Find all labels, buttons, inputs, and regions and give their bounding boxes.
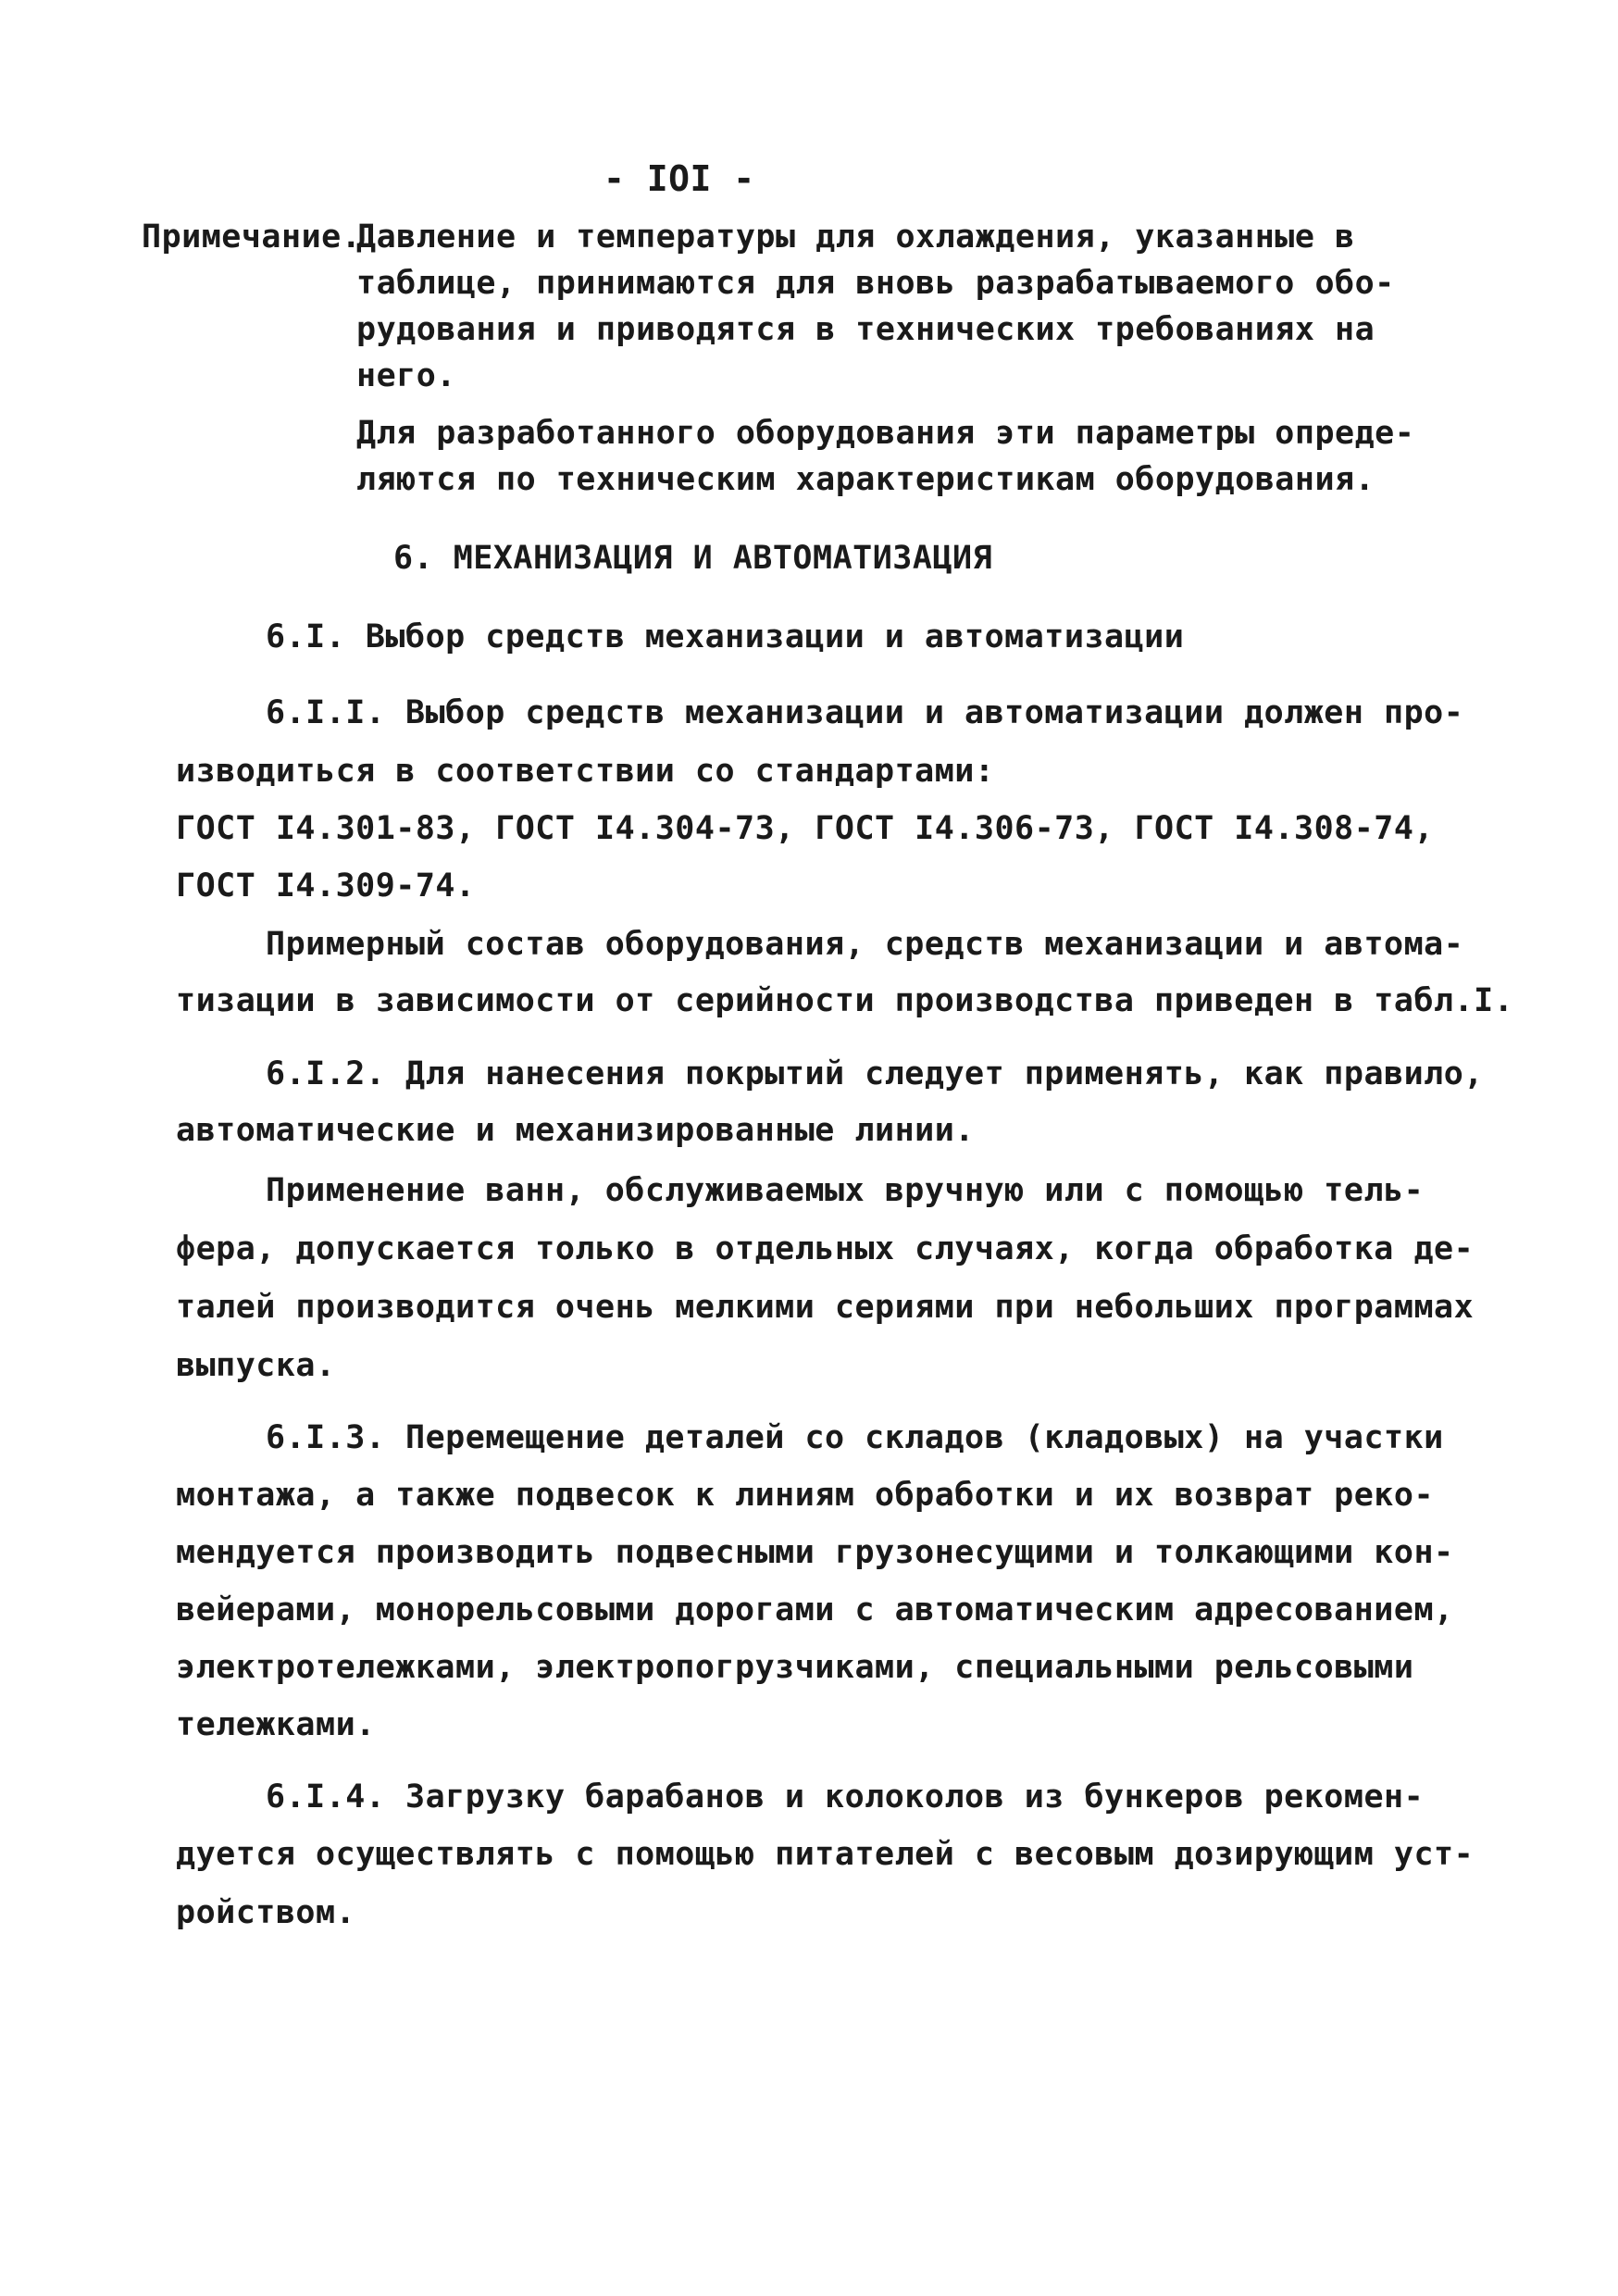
paragraph-line: монтажа, а также подвесок к линиям обработки и их возврат реко-	[176, 1477, 1435, 1514]
paragraph-line: выпуска.	[176, 1347, 336, 1384]
note-label: Примечание.	[142, 218, 362, 256]
paragraph-line: талей производится очень мелкими сериями при небольших программах	[176, 1289, 1475, 1326]
paragraph-line: мендуется производить подвесными грузонесущими и толкающими кон-	[176, 1534, 1454, 1571]
paragraph-line: автоматические и механизированные линии.	[176, 1112, 975, 1149]
paragraph-line: ройством.	[176, 1894, 356, 1931]
note-text-line: Для разработанного оборудования эти параметры опреде-	[356, 415, 1415, 452]
paragraph-line: ГОСТ I4.309-74.	[176, 867, 476, 905]
paragraph-line: 6.I.I. Выбор средств механизации и автоматизации должен про-	[266, 694, 1464, 731]
paragraph-line: дуется осуществлять с помощью питателей с весовым дозирующим уст-	[176, 1836, 1475, 1873]
paragraph-line: 6.I.2. Для нанесения покрытий следует применять, как правило,	[266, 1055, 1484, 1092]
paragraph-line: вейерами, монорельсовыми дорогами с автоматическим адресованием,	[176, 1591, 1454, 1628]
paragraph-line: Применение ванн, обслуживаемых вручную или с помощью тель-	[266, 1172, 1425, 1209]
note-text-line: него.	[356, 357, 456, 394]
paragraph-line: электротележками, электропогрузчиками, специальными рельсовыми	[176, 1649, 1414, 1686]
paragraph-line: Примерный состав оборудования, средств механизации и автома-	[266, 926, 1464, 963]
paragraph-line: тизации в зависимости от серийности производства приведен в табл.I.	[176, 982, 1514, 1019]
paragraph-line: фера, допускается только в отдельных случаях, когда обработка де-	[176, 1230, 1475, 1267]
page-number: - IOI -	[604, 158, 755, 199]
note-text-line: таблице, принимаются для вновь разрабатываемого обо-	[356, 265, 1395, 302]
paragraph-line: ГОСТ I4.301-83, ГОСТ I4.304-73, ГОСТ I4.306-73, ГОСТ I4.308-74,	[176, 810, 1435, 847]
note-text-line: рудования и приводятся в технических требованиях на	[356, 311, 1375, 348]
paragraph-line: тележками.	[176, 1706, 376, 1743]
section-heading: 6. МЕХАНИЗАЦИЯ И АВТОМАТИЗАЦИЯ	[393, 540, 993, 577]
note-text-line: ляются по техническим характеристикам оборудования.	[356, 461, 1375, 498]
paragraph-line: 6.I.3. Перемещение деталей со складов (кладовых) на участки	[266, 1419, 1444, 1456]
paragraph-line: 6.I.4. Загрузку барабанов и колоколов из бункеров рекомен-	[266, 1778, 1425, 1816]
paragraph-line: изводиться в соответствии со стандартами:	[176, 753, 995, 790]
subsection-heading: 6.I. Выбор средств механизации и автоматизации	[266, 618, 1185, 655]
note-text-line: Давление и температуры для охлаждения, указанные в	[356, 218, 1355, 256]
